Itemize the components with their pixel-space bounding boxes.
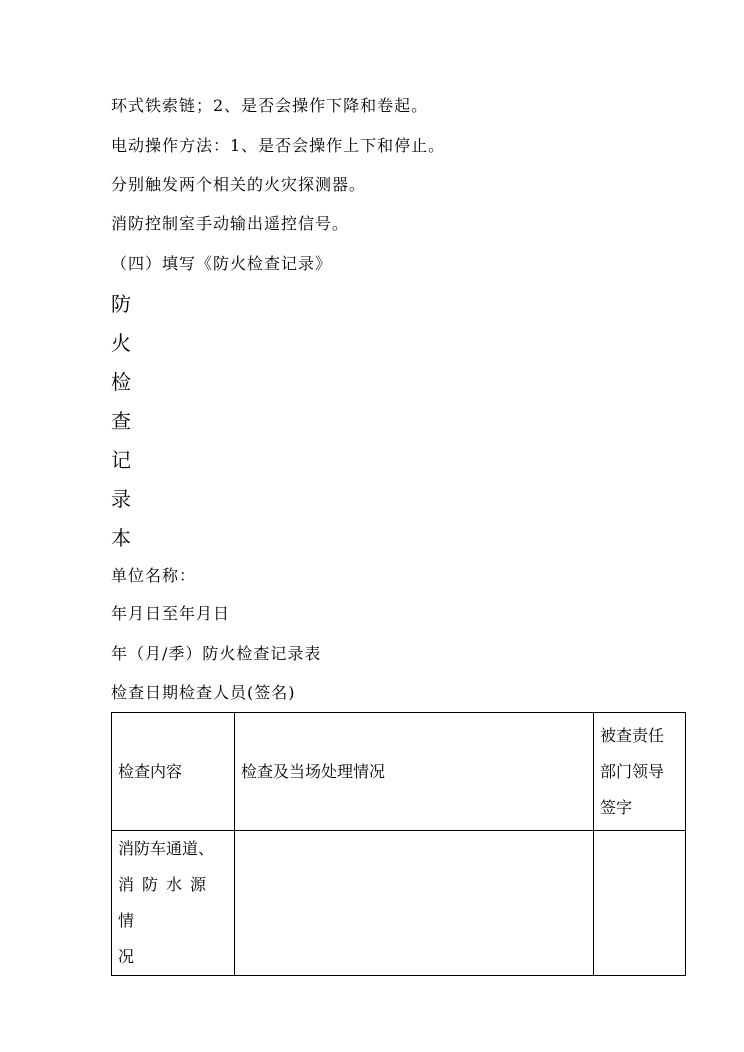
text-line-1: 环式铁索链；2、是否会操作下降和卷起。 — [111, 96, 429, 115]
vertical-title-char-4: 查 — [111, 409, 131, 433]
inspection-record-table — [111, 712, 686, 976]
header-handling-status: 检查及当场处理情况 — [235, 713, 594, 831]
vertical-title-char-3: 检 — [111, 370, 131, 394]
header-inspection-content: 检查内容 — [112, 713, 235, 831]
vertical-title-char-2: 火 — [111, 331, 131, 355]
record-table-title: 年（月/季）防火检查记录表 — [111, 644, 322, 663]
vertical-title-char-5: 记 — [111, 448, 131, 472]
header-signature-line: 签字 — [600, 797, 633, 817]
content-line: 消防车通道、 — [118, 839, 215, 858]
vertical-title-char-7: 本 — [111, 526, 131, 550]
table-header-row — [112, 713, 686, 831]
inspection-date-inspector-label: 检查日期检查人员(签名) — [111, 683, 296, 702]
table-row — [112, 831, 686, 976]
vertical-title-char-1: 防 — [111, 292, 131, 316]
content-line: 况 — [118, 947, 135, 966]
header-department-signature — [594, 713, 686, 831]
cell-department-signature[interactable] — [594, 831, 686, 976]
section-heading: （四）填写《防火检查记录》 — [111, 254, 333, 273]
vertical-title-char-6: 录 — [111, 487, 131, 511]
header-signature-line: 部门领导 — [600, 761, 665, 781]
content-line: 消防水源情 — [118, 875, 215, 930]
text-line-4: 消防控制室手动输出遥控信号。 — [111, 214, 350, 233]
unit-name-label: 单位名称： — [111, 566, 197, 585]
cell-inspection-content — [112, 831, 235, 976]
text-line-2: 电动操作方法：1、是否会操作上下和停止。 — [111, 136, 446, 155]
text-line-3: 分别触发两个相关的火灾探测器。 — [111, 175, 367, 194]
cell-handling-status[interactable] — [235, 831, 594, 976]
date-range-label: 年月日至年月日 — [111, 604, 231, 623]
header-signature-line: 被查责任 — [600, 725, 665, 745]
